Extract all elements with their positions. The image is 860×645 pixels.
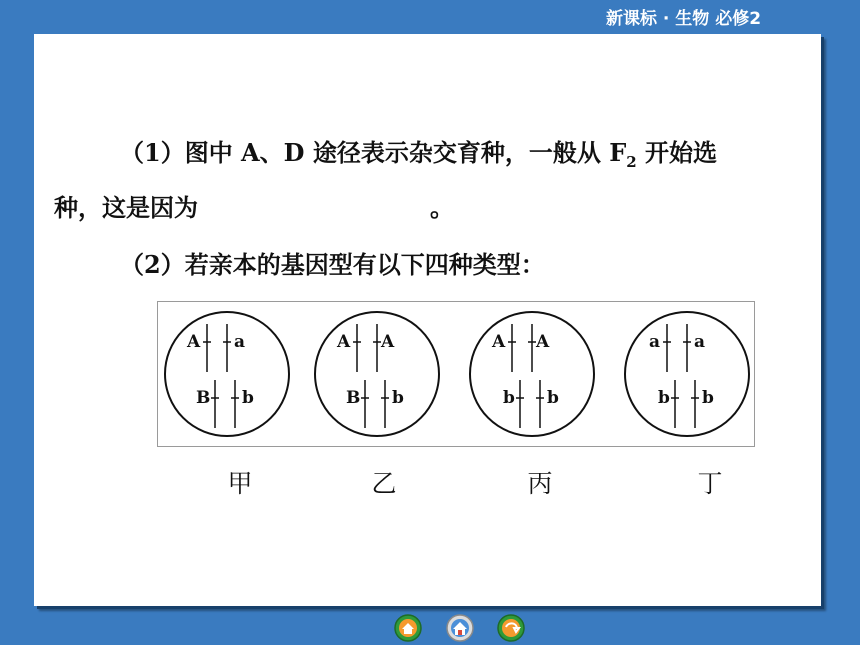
allele-label: A — [381, 332, 395, 352]
question-1-text: （1）图中 A、D 途径表示杂交育种，一般从 F — [120, 138, 627, 167]
allele-label: b — [242, 388, 254, 408]
cell-svg — [163, 302, 293, 446]
allele-label: a — [649, 332, 661, 352]
allele-label: B — [346, 388, 361, 408]
home-button[interactable] — [394, 614, 422, 642]
cell-caption: 丙 — [527, 469, 553, 498]
allele-label: A — [536, 332, 550, 352]
question-1-line-1 — [120, 137, 717, 178]
allele-label: B — [196, 388, 211, 408]
allele-label: b — [503, 388, 515, 408]
allele-label: A — [187, 332, 201, 352]
allele-label: a — [694, 332, 706, 352]
cell-caption: 乙 — [371, 469, 397, 498]
cell-caption: 甲 — [227, 469, 253, 498]
cell-svg — [313, 302, 443, 446]
back-icon — [497, 614, 525, 642]
cell-diagram — [313, 302, 443, 446]
cell-svg — [623, 302, 753, 446]
allele-label: a — [234, 332, 246, 352]
house-icon — [446, 614, 474, 642]
cell-caption: 丁 — [697, 469, 723, 498]
allele-label: b — [702, 388, 714, 408]
slide-content — [34, 34, 821, 606]
cell-diagram — [468, 302, 598, 446]
question-1-text-end: 开始选 — [645, 138, 718, 167]
allele-label: A — [337, 332, 351, 352]
main-menu-button[interactable] — [446, 614, 474, 642]
question-2-line: （2）若亲本的基因型有以下四种类型： — [120, 250, 545, 279]
question-1-text-2: 种，这是因为 — [54, 193, 198, 222]
period-mark: 。 — [430, 193, 454, 222]
course-header: 新课标 · 生物 必修2 — [606, 9, 762, 29]
question-1-line-2 — [54, 192, 454, 224]
home-icon — [394, 614, 422, 642]
allele-label: b — [658, 388, 670, 408]
genotype-figure — [157, 301, 755, 447]
allele-label: b — [547, 388, 559, 408]
back-button[interactable] — [497, 614, 525, 642]
cell-svg — [468, 302, 598, 446]
allele-label: A — [492, 332, 506, 352]
cell-diagram — [163, 302, 293, 446]
allele-label: b — [392, 388, 404, 408]
cell-diagram — [623, 302, 753, 446]
subscript: 2 — [626, 153, 637, 171]
